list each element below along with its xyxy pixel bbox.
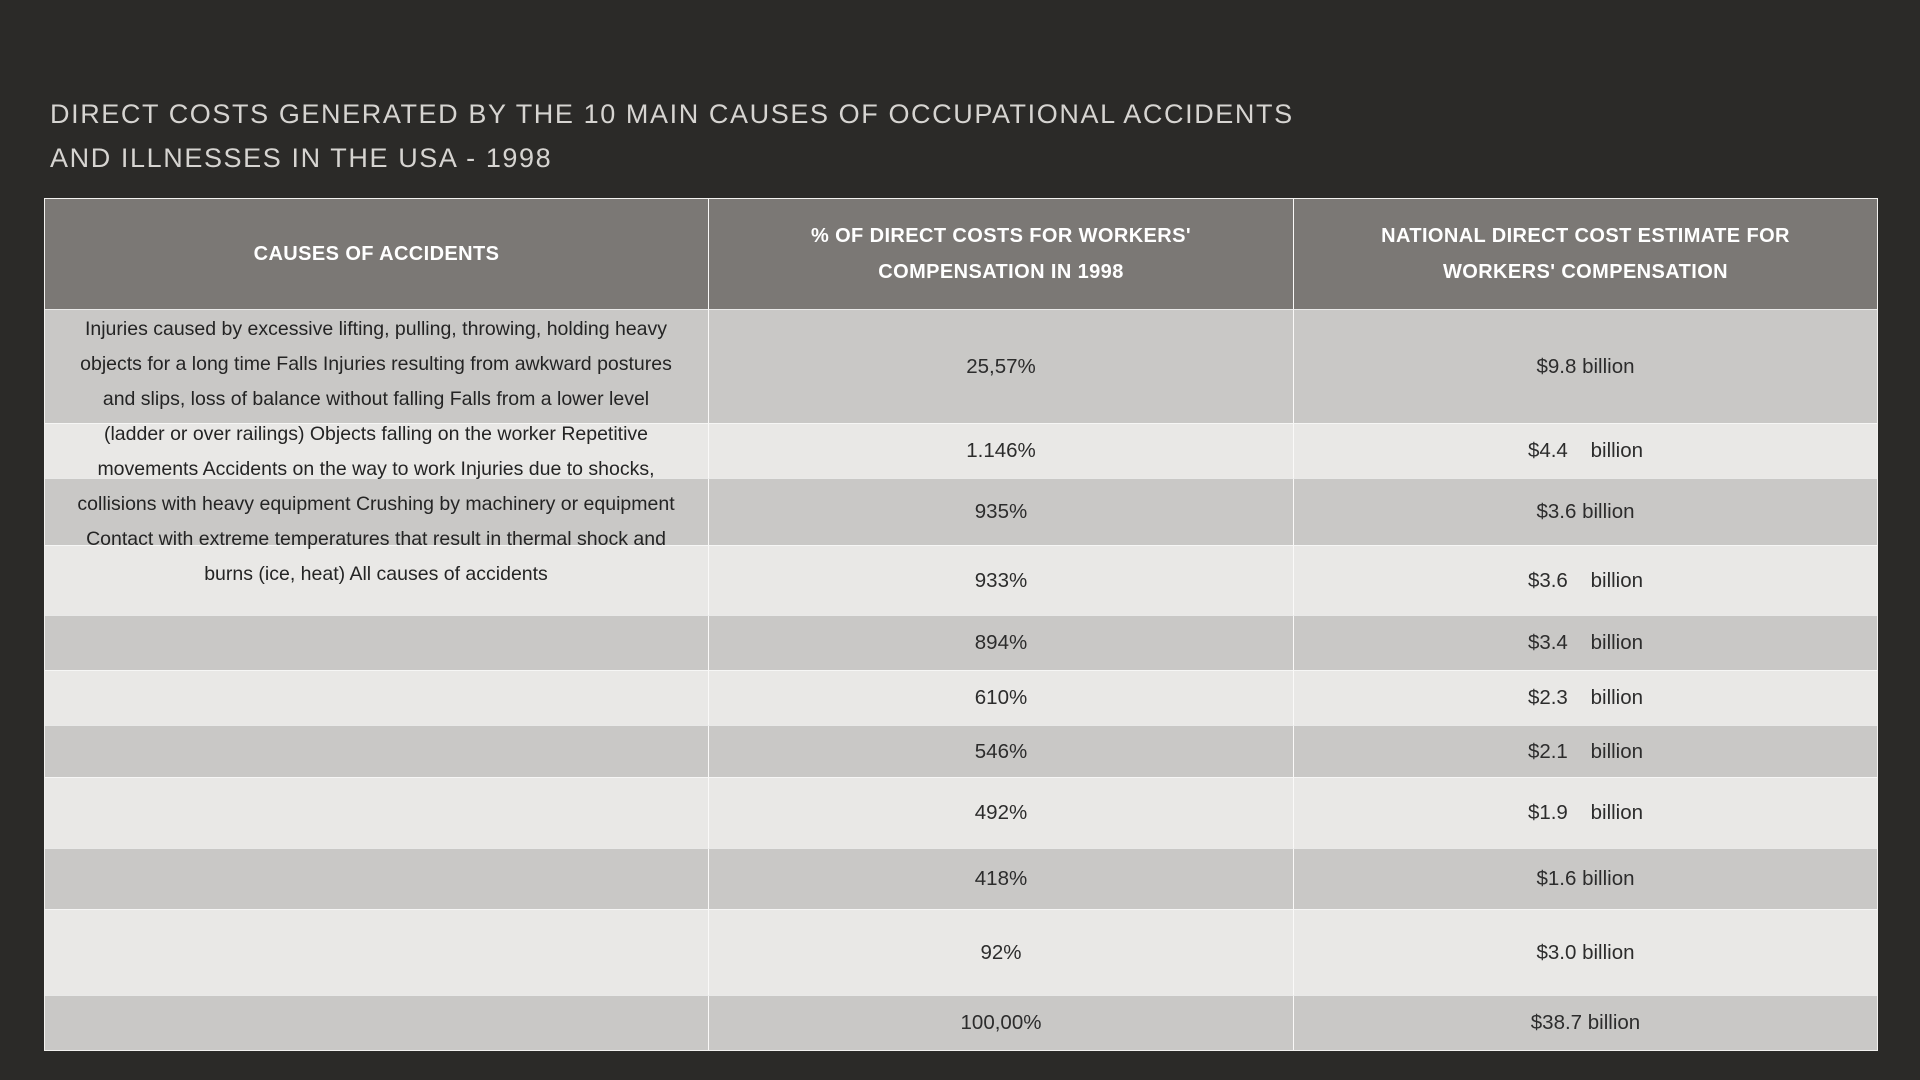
cost-cell-row-4: $3.6 billion [1294,545,1877,615]
cost-cell-row-7: $2.1 billion [1294,725,1877,777]
causes-stripe-row-6 [45,670,709,725]
column-header-percent: % OF DIRECT COSTS FOR WORKERS' COMPENSATION IN 1998 [709,199,1294,309]
percent-cell-row-10: 92% [709,909,1294,995]
percent-cell-row-9: 418% [709,848,1294,909]
cost-cell-row-5: $3.4 billion [1294,615,1877,670]
percent-cell-row-3: 935% [709,478,1294,545]
percent-cell-row-11: 100,00% [709,995,1294,1050]
causes-stripe-row-7 [45,725,709,777]
page-title-line-2: AND ILLNESSES IN THE USA - 1998 [50,143,553,173]
cost-cell-row-8: $1.9 billion [1294,777,1877,848]
column-header-cost: NATIONAL DIRECT COST ESTIMATE FOR WORKERS' COMPENSATION [1294,199,1877,309]
cost-cell-row-11: $38.7 billion [1294,995,1877,1050]
causes-stripe-row-9 [45,848,709,909]
causes-stripe-row-8 [45,777,709,848]
page-title [50,92,1294,180]
cost-cell-row-3: $3.6 billion [1294,478,1877,545]
page-title-line-1: DIRECT COSTS GENERATED BY THE 10 MAIN CAUSES OF OCCUPATIONAL ACCIDENTS [50,99,1294,129]
percent-cell-row-8: 492% [709,777,1294,848]
cost-cell-row-9: $1.6 billion [1294,848,1877,909]
cost-cell-row-2: $4.4 billion [1294,423,1877,478]
causes-stripe-row-10 [45,909,709,995]
causes-stripe-row-11 [45,995,709,1050]
percent-cell-row-1: 25,57% [709,309,1294,423]
percent-cell-row-7: 546% [709,725,1294,777]
percent-cell-row-5: 894% [709,615,1294,670]
percent-cell-row-6: 610% [709,670,1294,725]
percent-cell-row-2: 1.146% [709,423,1294,478]
cost-cell-row-6: $2.3 billion [1294,670,1877,725]
causes-text: Injuries caused by excessive lifting, pulling, throwing, holding heavy objects for a long time Falls Injuries resulting from awkward postures and slips, loss of balance without falling Falls from a lower level (ladder or over railings) Objects falling on the worker Repetitive movements Accidents on the way to work Injuries due to shocks, collisions with heavy equipment Crushing by machinery or equipment Contact with extreme temperatures that result in thermal shock and burns (ice, heat) All causes of accidents [77,318,675,585]
percent-cell-row-4: 933% [709,545,1294,615]
column-header-causes: CAUSES OF ACCIDENTS [45,199,709,309]
cost-cell-row-10: $3.0 billion [1294,909,1877,995]
causes-stripe-row-5 [45,615,709,670]
cost-cell-row-1: $9.8 billion [1294,309,1877,423]
